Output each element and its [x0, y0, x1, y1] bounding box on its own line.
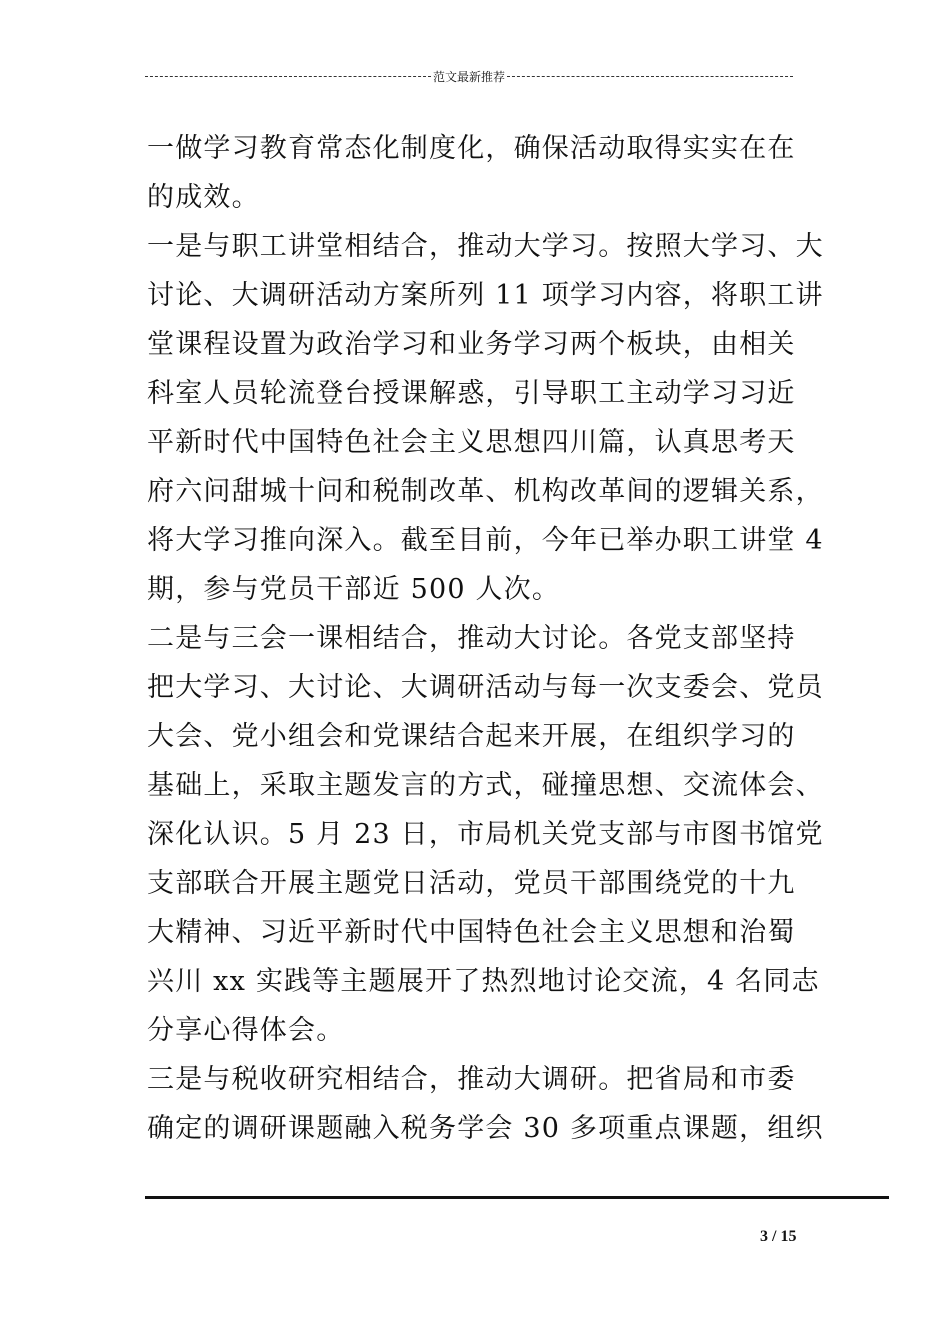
- text-line: 一是与职工讲堂相结合，推动大学习。按照大学习、大: [147, 231, 824, 262]
- text-line: 大会、党小组会和党课结合起来开展，在组织学习的: [147, 721, 796, 752]
- footer-rule: [145, 1196, 889, 1199]
- text-line: 将大学习推向深入。截至目前，今年已举办职工讲堂 4: [147, 525, 824, 556]
- text-line: 深化认识。5 月 23 日，市局机关党支部与市图书馆党: [147, 819, 824, 850]
- text-line: 一做学习教育常态化制度化，确保活动取得实实在在: [147, 133, 796, 164]
- text-line: 三是与税收研究相结合，推动大调研。把省局和市委: [147, 1064, 796, 1095]
- text-line: 平新时代中国特色社会主义思想四川篇，认真思考天: [147, 427, 796, 458]
- page-header: [145, 66, 793, 86]
- header-dash-right: [507, 76, 793, 77]
- text-line: 确定的调研课题融入税务学会 30 多项重点课题，组织: [147, 1113, 824, 1144]
- text-line: 分享心得体会。: [147, 1015, 345, 1046]
- text-line: 支部联合开展主题党日活动，党员干部围绕党的十九: [147, 868, 796, 899]
- text-line: 基础上，采取主题发言的方式，碰撞思想、交流体会、: [147, 770, 824, 801]
- text-line: 期，参与党员干部近 500 人次。: [147, 574, 561, 605]
- page-number: 3 / 15: [760, 1228, 797, 1245]
- text-line: 二是与三会一课相结合，推动大讨论。各党支部坚持: [147, 623, 796, 654]
- text-line: 堂课程设置为政治学习和业务学习两个板块，由相关: [147, 329, 796, 360]
- text-line: 讨论、大调研活动方案所列 11 项学习内容，将职工讲: [147, 280, 824, 311]
- text-line: 府六问甜城十问和税制改革、机构改革间的逻辑关系，: [147, 476, 824, 507]
- text-line: 科室人员轮流登台授课解惑，引导职工主动学习习近: [147, 378, 796, 409]
- body-text: [147, 124, 824, 1153]
- text-line: 的成效。: [147, 182, 260, 213]
- text-line: 把大学习、大讨论、大调研活动与每一次支委会、党员: [147, 672, 824, 703]
- text-line: 大精神、习近平新时代中国特色社会主义思想和治蜀: [147, 917, 796, 948]
- header-dash-left: [145, 76, 431, 77]
- text-line: 兴川 xx 实践等主题展开了热烈地讨论交流，4 名同志: [147, 966, 820, 997]
- header-title: 范文最新推荐: [433, 69, 506, 84]
